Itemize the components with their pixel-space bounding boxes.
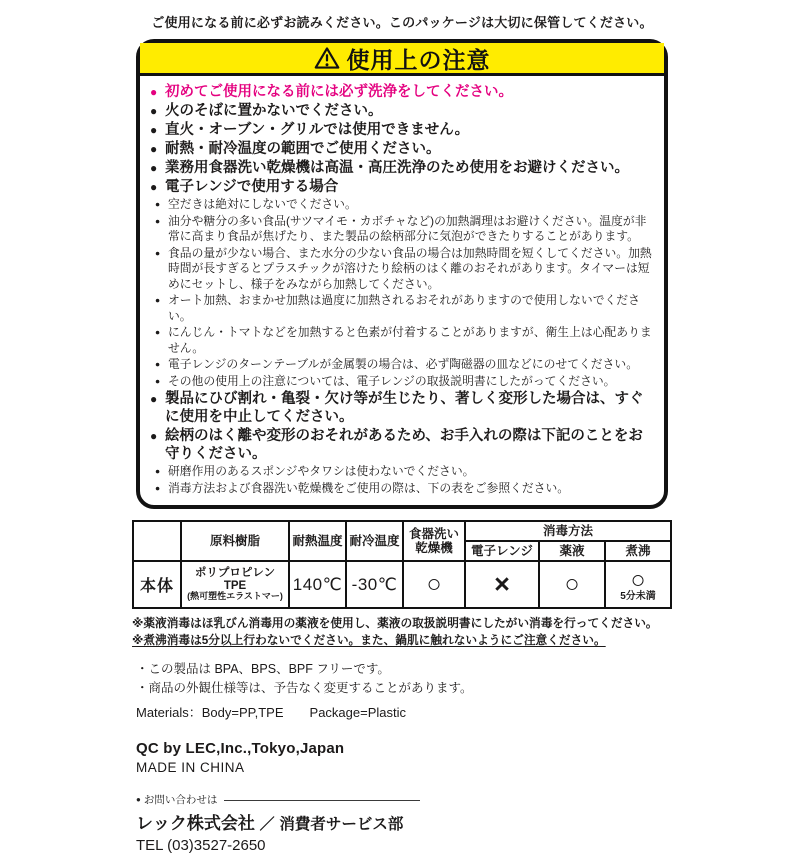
col-header-chemical: 薬液 xyxy=(539,541,605,561)
bullet-icon: ● xyxy=(150,104,158,118)
bullet-icon: ● xyxy=(150,85,158,99)
bullet-icon: ● xyxy=(155,215,161,226)
bullet-icon: ● xyxy=(155,482,161,493)
warning-triangle-icon xyxy=(314,46,340,70)
extra-notes xyxy=(136,660,668,698)
company-separator: ／ xyxy=(259,816,275,833)
warning-subitem: ● 電子レンジのターンテーブルが金属製の場合は、必ず陶磁器の皿などにのせてください。 xyxy=(155,357,638,371)
cell-boiling-ok xyxy=(605,561,671,608)
col-header-boiling: 煮沸 xyxy=(605,541,671,561)
telephone-line: TEL (03)3527-2650 xyxy=(136,837,266,854)
col-header-material: 原料樹脂 xyxy=(181,521,289,561)
bullet-icon: ● xyxy=(150,429,158,443)
company-line xyxy=(136,809,668,834)
warning-subitem: ● 食品の量が少ない場合、また水分の少ない食品の場合は加熱時間を短くしてください。加熱時間が長すぎるとプラスチックが溶けたり絵柄のはく離のおそれがあります。タイマーは短めにセットし、様子をみながら加熱してください。 xyxy=(155,245,652,291)
bullet-icon: ● xyxy=(136,795,141,804)
col-header-microwave: 電子レンジ xyxy=(465,541,539,561)
contact-label: お問い合わせは xyxy=(143,794,218,806)
qc-line: QC by LEC,Inc.,Tokyo,Japan xyxy=(136,740,345,757)
warning-item: ● 製品にひび割れ・亀裂・欠け等が生じたり、著しく変形した場合は、すぐに使用を中止してください。 xyxy=(150,391,644,425)
cell-cold-temp: -30℃ xyxy=(346,561,403,608)
boiling-limit-note: 5分未満 xyxy=(620,590,656,602)
contact-divider-line xyxy=(224,800,420,801)
bullet-icon: ● xyxy=(150,161,158,175)
top-notice: ご使用になる前に必ずお読みください。このパッケージは大切に保管してください。 xyxy=(151,15,653,30)
materials-line: Materials：Body=PP,TPE Package=Plastic xyxy=(136,705,406,720)
col-header-heat: 耐熱温度 xyxy=(289,521,346,561)
warning-item: ● 直火・オーブン・グリルでは使用できません。 xyxy=(150,122,470,138)
warning-item: ● 絵柄のはく離や変形のおそれがあるため、お手入れの際は下記のことをお守りください。 xyxy=(150,428,643,462)
bullet-icon: ● xyxy=(150,142,158,156)
table-row xyxy=(133,561,671,608)
company-name: レック株式会社 xyxy=(136,814,255,833)
circle-ok-icon: ○ xyxy=(630,565,646,594)
note-bpa-free: ・この製品は BPA、BPS、BPF フリーです。 xyxy=(136,662,390,676)
warning-box-body xyxy=(140,76,664,505)
warning-subitem: ● 空だきは絶対にしないでください。 xyxy=(155,197,357,211)
row-header-body: 本体 xyxy=(133,561,181,608)
warning-box-header xyxy=(140,43,664,76)
bullet-icon: ● xyxy=(155,359,161,369)
warning-item: ● 電子レンジで使用する場合 xyxy=(150,179,339,195)
cross-ng-icon: × xyxy=(494,569,510,599)
note-boiling-disinfection: ※煮沸消毒は5分以上行わないでください。また、鍋肌に触れないようにご注意ください。 xyxy=(132,634,606,647)
warning-item: ● 耐熱・耐冷温度の範囲でご使用ください。 xyxy=(150,141,441,157)
bullet-icon: ● xyxy=(155,375,161,386)
warning-subitem: ● オート加熱、おまかせ加熱は過度に加熱されるおそれがありますので使用しないでください。 xyxy=(155,293,640,323)
spec-table-corner-cell xyxy=(133,521,181,561)
bullet-icon: ● xyxy=(150,392,158,406)
bullet-icon: ● xyxy=(150,180,158,194)
contact-header xyxy=(136,792,668,807)
cell-chemical-ok xyxy=(539,561,605,608)
warning-box-title: 使用上の注意 xyxy=(346,46,491,73)
warning-subitem: ● 消毒方法および食器洗い乾燥機をご使用の際は、下の表をご参照ください。 xyxy=(155,480,570,495)
warning-subitem: ● にんじん・トマトなどを加熱すると色素が付着することがありますが、衛生上は心配ありません。 xyxy=(155,325,652,355)
made-in-line: MADE IN CHINA xyxy=(136,760,245,775)
cell-dishwasher-ok xyxy=(403,561,465,608)
bullet-icon: ● xyxy=(155,295,161,305)
warning-subitem: ● 油分や糖分の多い食品(サツマイモ・カボチャなど)の加熱調理はお避けください。温度が非常に高まり食品が焦げたり、また製品の絵柄部分に気泡ができたりすることがあります。 xyxy=(155,213,647,243)
company-department: 消費者サービス部 xyxy=(279,816,404,833)
contact-block xyxy=(136,792,668,854)
note-spec-change: ・商品の外観仕様等は、予告なく変更することがあります。 xyxy=(136,681,473,695)
bullet-icon: ● xyxy=(155,327,161,337)
col-header-dishwasher: 食器洗い 乾燥機 xyxy=(403,521,465,561)
warning-item: ● 火のそばに置かないでください。 xyxy=(150,103,383,119)
bullet-icon: ● xyxy=(150,123,158,137)
bullet-icon: ● xyxy=(155,466,161,476)
cell-heat-temp: 140℃ xyxy=(289,561,346,608)
warning-subitem: ● その他の使用上の注意については、電子レンジの取扱説明書にしたがってください。 xyxy=(155,373,616,388)
spec-table xyxy=(132,520,672,609)
cell-material: ポリプロピレン TPE (熱可塑性エラストマー) xyxy=(181,561,289,608)
warning-item: ● 初めてご使用になる前には必ず洗浄をしてください。 xyxy=(150,84,513,100)
cell-microwave-ng xyxy=(465,561,539,608)
col-header-cold: 耐冷温度 xyxy=(346,521,403,561)
table-notes xyxy=(132,615,672,649)
warning-subitem: ● 研磨作用のあるスポンジやタワシは使わないでください。 xyxy=(155,464,475,478)
warning-box xyxy=(136,39,668,509)
circle-ok-icon: ○ xyxy=(564,570,580,598)
note-chemical-disinfection: ※薬液消毒はほ乳びん消毒用の薬液を使用し、薬液の取扱説明書にしたがい消毒を行ってください。 xyxy=(132,617,658,630)
circle-ok-icon: ○ xyxy=(426,570,442,598)
bullet-icon: ● xyxy=(155,199,161,209)
col-header-disinfection: 消毒方法 xyxy=(465,521,671,541)
warning-item: ● 業務用食器洗い乾燥機は高温・高圧洗浄のため使用をお避けください。 xyxy=(150,160,629,176)
bullet-icon: ● xyxy=(155,247,161,258)
